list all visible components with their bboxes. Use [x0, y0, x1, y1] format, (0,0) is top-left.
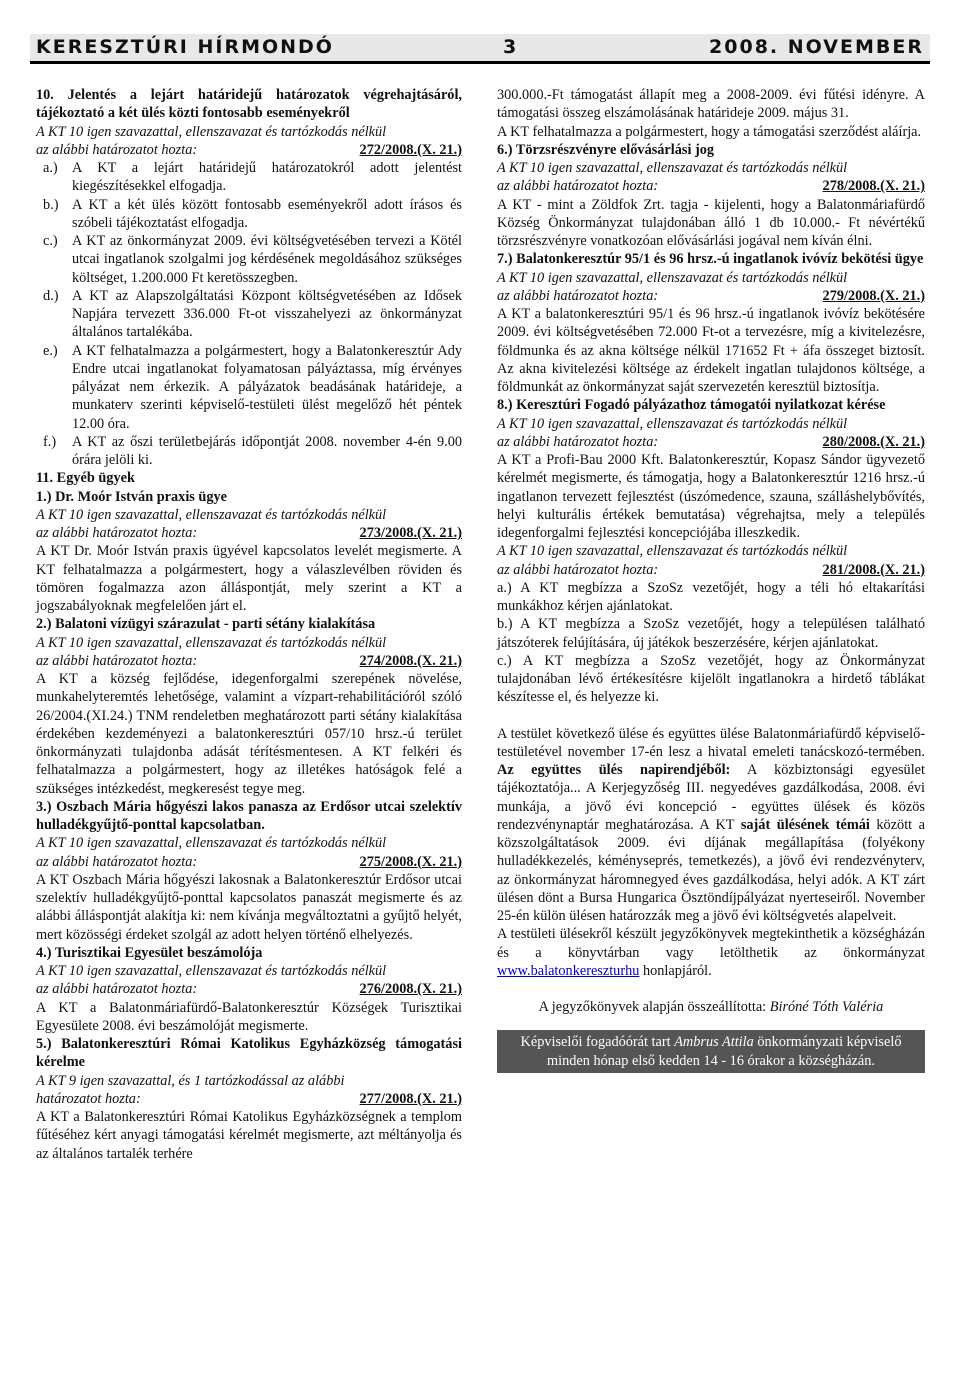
- vote-line: A KT 9 igen szavazattal, és 1 tartózkodással az alábbi: [36, 1072, 345, 1089]
- agenda-text: A közbiztonsági egyesület tájékoztatója... A Kerjegyzőség III. negyedéves gazdálkodása, 2008. évi munkája, a jövő évi koncepció - együttes ülések és közös rendezvénynaptár meghatározása. A KT: [497, 762, 925, 833]
- representative-name: Ambrus Attila: [674, 1034, 754, 1051]
- item-text: A KT a lejárt határidejű határozatokról adott jelentést kiegészítésekkel elfogadja.: [72, 160, 462, 195]
- resolution-number: 276/2008.(X. 21.): [359, 981, 462, 998]
- item-number: 2.): [36, 616, 52, 633]
- item-body: A KT Oszbach Mária hőgyészi lakosnak a Balatonkeresztúr Erdősor utcai szelektív hulladékgyűjtő-ponttal kapcsolatos panaszát megismerte és az alábbi álláspontját alakítja ki: nem kívánja megváltoztatni a gyűjtő helyét, mert közösségi érdeket szolgál az adott helyen történő elhelyezés.: [36, 871, 462, 943]
- item-title: Dr. Moór István praxis ügye: [55, 488, 228, 505]
- section-10-title: 10. Jelentés a lejárt határidejű határozatok végrehajtásáról, tájékoztató a két ülés közti fontosabb eseményekről: [36, 87, 462, 122]
- item-body: A KT a Profi-Bau 2000 Kft. Balatonkeresztúr, Kopasz Sándor ügyvezető kérelmét megismerte, és támogatja, hogy a Balatonkeresztúr 1216 hrsz.-ú ingatlanon tervezett fejlesztést (úszómedence, szauna, szálláshelybővítés, helyi kulturális értékek bemutatása) végrehajtsa, mely a település idegenforgalmi fejlesztési koncepciójába illeszkedik.: [497, 452, 925, 541]
- minutes-paragraph: [497, 925, 925, 980]
- vote-line: A KT 10 igen szavazattal, ellenszavazat és tartózkodás nélkül: [36, 963, 387, 979]
- vote-line: A KT 10 igen szavazattal, ellenszavazat és tartózkodás nélkül: [36, 506, 387, 523]
- vote-line: A KT 10 igen szavazattal, ellenszavazat és tartózkodás nélkül: [497, 543, 848, 560]
- item-body: A KT a balatonkeresztúri 95/1 és 96 hrsz.-ú ingatlanok ivóvíz bekötésére 2009. évi költségvetésében 72.000 Ft-ot a tervezésre, míg a kivitelezésre, földmunka és az akna költsége nélkül 171652 Ft + áfa összeget biztosít. Az akna kivitelezési költsége az érdekelt ingatlan tulajdonos költsége, a földmunkát az önkormányzat saját szervezetén keresztül biztosítja.: [497, 306, 925, 395]
- item-title: Törzsrészvényre elővásárlási jog: [515, 141, 715, 158]
- item-title: Oszbach Mária hőgyészi lakos panasza az Erdősor utcai szelektív hulladékgyűjtő-ponttal kapcsolatban.: [36, 798, 462, 833]
- resolution-number: 279/2008.(X. 21.): [822, 287, 925, 304]
- vote-line: az alábbi határozatot hozta:: [36, 141, 198, 158]
- vote-line: az alábbi határozatot hozta:: [36, 652, 198, 669]
- item-title: Keresztúri Fogadó pályázathoz támogatói nyilatkozat kérése: [516, 397, 886, 414]
- item-number: 3.): [36, 798, 52, 815]
- credit-text: A jegyzőkönyvek alapján összeállította:: [538, 999, 767, 1015]
- item-text: A KT az önkormányzat 2009. évi költségvetésében tervezi a Kötél utcai ingatlanok szolgalmi jog kérdésének megoldásához szükséges költséget, 1.200.000 Ft keretösszegben.: [72, 233, 462, 286]
- vote-line: A KT 10 igen szavazattal, ellenszavazat és tartózkodás nélkül: [497, 415, 848, 432]
- vote-line: az alábbi határozatot hozta:: [497, 178, 659, 195]
- resolution-number: 277/2008.(X. 21.): [359, 1090, 462, 1107]
- item-text: A KT felhatalmazza a polgármestert, hogy a Balatonkeresztúr Ady Endre utcai ingatlanokat folyamatosan pályáztassa, míg érvényes pályázat nem érkezik. A pályázatok beadásának határideje, a munkaterv szerinti képviselő-testületi ülést megelőző hét péntek 12.00 óra.: [72, 342, 462, 432]
- issue-date: 2008. NOVEMBER: [709, 36, 924, 58]
- item-text: A KT a két ülés között fontosabb eseményekről adott írásos és szóbeli tájékoztatást elfogadja.: [72, 196, 462, 231]
- resolution-number: 272/2008.(X. 21.): [359, 141, 462, 158]
- office-hours-text: önkormányzati képviselő minden hónap első kedden 14 - 16 órakor a községházán.: [547, 1034, 902, 1069]
- continued-text: A KT felhatalmazza a polgármestert, hogy a támogatási szerződést aláírja.: [497, 123, 922, 140]
- vote-line: A KT 10 igen szavazattal, ellenszavazat és tartózkodás nélkül: [497, 269, 848, 286]
- item-title: Turisztikai Egyesület beszámolója: [54, 944, 263, 961]
- resolution-number: 281/2008.(X. 21.): [822, 561, 925, 578]
- item-number: 4.): [36, 944, 52, 961]
- vote-line: A KT 10 igen szavazattal, ellenszavazat és tartózkodás nélkül: [497, 160, 848, 176]
- credit-line: [497, 998, 925, 1016]
- item-number: 8.): [497, 397, 513, 414]
- resolution-number: 274/2008.(X. 21.): [359, 652, 462, 669]
- item-label: b.): [43, 196, 59, 213]
- resolution-number: 278/2008.(X. 21.): [822, 178, 925, 195]
- item-text: A KT az Alapszolgáltatási Központ költségvetésében az Idősek Napjára tervezett 336.000 Ft-ot visszahelyezi az önkormányzat általános tartalékába.: [72, 287, 462, 341]
- resolution-number: 280/2008.(X. 21.): [822, 433, 925, 450]
- author-name: Biróné Tóth Valéria: [769, 999, 884, 1015]
- right-column: [497, 86, 925, 1073]
- vote-line: az alábbi határozatot hozta:: [497, 561, 659, 578]
- office-hours-text: Képviselői fogadóórát tart: [520, 1034, 671, 1051]
- newspaper-title: KERESZTÚRI HÍRMONDÓ: [36, 36, 334, 58]
- office-hours-box: [497, 1030, 925, 1073]
- item-number: 1.): [36, 488, 52, 505]
- vote-line: A KT 10 igen szavazattal, ellenszavazat és tartózkodás nélkül: [36, 835, 387, 852]
- item-label: e.): [43, 342, 58, 359]
- next-meeting-paragraph: [497, 725, 925, 926]
- resolution-number: 273/2008.(X. 21.): [359, 525, 462, 541]
- vote-line: A KT 10 igen szavazattal, ellenszavazat és tartózkodás nélkül: [36, 123, 387, 140]
- vote-line: az alábbi határozatot hozta:: [497, 287, 659, 304]
- next-meeting-text: A testület következő ülése és együttes ülése Balatonmáriafürdő képviselő-testületével november 17-én lesz a hivatal emeleti tanácskozó-termében.: [497, 725, 925, 760]
- item-label: a.): [43, 160, 58, 176]
- item-text: A KT az őszi területbejárás időpontját 2008. november 4-én 9.00 órára jelöli ki.: [72, 433, 462, 468]
- vote-line: az alábbi határozatot hozta:: [36, 853, 198, 870]
- section-11-title: 11. Egyéb ügyek: [36, 470, 135, 487]
- vote-line: az alábbi határozatot hozta:: [36, 981, 198, 998]
- minutes-end: honlapjáról.: [642, 962, 712, 979]
- item-number: 5.): [36, 1036, 52, 1052]
- newspaper-header: [30, 34, 930, 64]
- minutes-text: A testületi ülésekről készült jegyzőkönyvek megtekinthetik a községházán és a könyvtárban vagy letölthetik az önkormányzat: [497, 926, 925, 961]
- item-body: A KT a község fejlődése, idegenforgalmi szerepének növelése, munkahelyteremtés lehetősége, valamint a vízpart-rehabilitációról szóló 26/2004.(XI.24.) TNM rendeletben meghatározott parti sétány kialakítása érdekében kezdeményezi a balatonkeresztúri 057/10 hrsz.-ú terület önkormányzati tulajdonba adását térítésmentesen. A KT felkéri és felhatalmazza a polgármestert, hogy az illetékes hatóságok felé a szükséges intézkedést, megkeresést tegye meg.: [36, 671, 462, 797]
- item-body: A KT a Balatonkeresztúri Római Katolikus Egyházközségnek a templom fűtéséhez kért anyagi támogatási kérelmét megismerte, azt méltányolja és az általános tartalék terhére: [36, 1109, 462, 1162]
- item-label: f.): [43, 433, 57, 450]
- item-body: b.) A KT megbízza a SzoSz vezetőjét, hogy a településen található játszóterek felújítására, új játékok beszerzésére, kérjen ajánlatokat.: [497, 616, 925, 651]
- item-number: 7.): [497, 251, 513, 268]
- item-number: 6.): [497, 141, 513, 158]
- item-body: A KT - mint a Zöldfok Zrt. tagja - kijelenti, hogy a Balatonmáriafürdő Község Önkormányzat tulajdonában álló 1 db 10.000.- Ft névértékű törzsrészvényre vonatkozóan elővásárlási jogával nem kíván élni.: [497, 196, 925, 249]
- item-title: Balatonkeresztúri Római Katolikus Egyházközség támogatási kérelme: [36, 1036, 462, 1071]
- left-column: [36, 86, 462, 1163]
- own-topics-label: saját ülésének témái: [740, 816, 870, 833]
- continued-text: 300.000.-Ft támogatást állapít meg a 2008-2009. évi fűtési idényre. A támogatási összeg elszámolásának határideje 2009. május 31.: [497, 87, 925, 122]
- vote-line: határozatot hozta:: [36, 1090, 141, 1107]
- vote-line: A KT 10 igen szavazattal, ellenszavazat és tartózkodás nélkül: [36, 634, 387, 651]
- agenda-label: Az együttes ülés napirendjéből:: [497, 762, 731, 778]
- vote-line: az alábbi határozatot hozta:: [497, 433, 659, 450]
- page-number: 3: [503, 36, 519, 58]
- item-label: d.): [43, 287, 59, 304]
- vote-line: az alábbi határozatot hozta:: [36, 525, 198, 541]
- website-link[interactable]: www.balatonkereszturhu: [497, 962, 640, 979]
- item-body: A KT a Balatonmáriafürdő-Balatonkeresztúr Községek Turisztikai Egyesülete 2008. évi beszámolóját megismerte.: [36, 999, 462, 1034]
- item-body: a.) A KT megbízza a SzoSz vezetőjét, hogy a téli hó eltakarítási munkákhoz kérjen ajánlatokat.: [497, 579, 925, 614]
- item-label: c.): [43, 233, 58, 249]
- item-body: A KT Dr. Moór István praxis ügyével kapcsolatos levelét megismerte. A KT felhatalmazza a polgármestert, hogy a válaszlevélben röviden és tömören fogalmazza azon álláspontját, mely szerint a KT a jogszabályoknak megfelelően járt el.: [36, 543, 462, 614]
- item-body: c.) A KT megbízza a SzoSz vezetőjét, hogy az Önkormányzat tulajdonában lévő értékesítésre kijelölt ingatlanokra a hirdető táblákat készítesse el, és helyezze ki.: [497, 652, 925, 706]
- item-title: Balatonkeresztúr 95/1 és 96 hrsz.-ú ingatlanok ivóvíz bekötési ügye: [516, 251, 924, 268]
- item-title: Balatoni vízügyi szárazulat - parti sétány kialakítása: [55, 616, 376, 633]
- own-topics-text: között a közszolgáltatások 2009. évi díjának megállapítása (folyékony hulladékkezelés, kéményseprés, temetkezés), a jövő évi rendezvényterv, az önkormányzat háromnegyed éves gazdálkodása, helyi adók. A KT zárt ülésen dönt a Bursa Hungarica Ösztöndíjpályázat nyerteseiről. November 25-én külön ülésen határozzák meg a jövő évi költségvetés alapelveit.: [497, 816, 926, 924]
- resolution-number: 275/2008.(X. 21.): [359, 853, 462, 870]
